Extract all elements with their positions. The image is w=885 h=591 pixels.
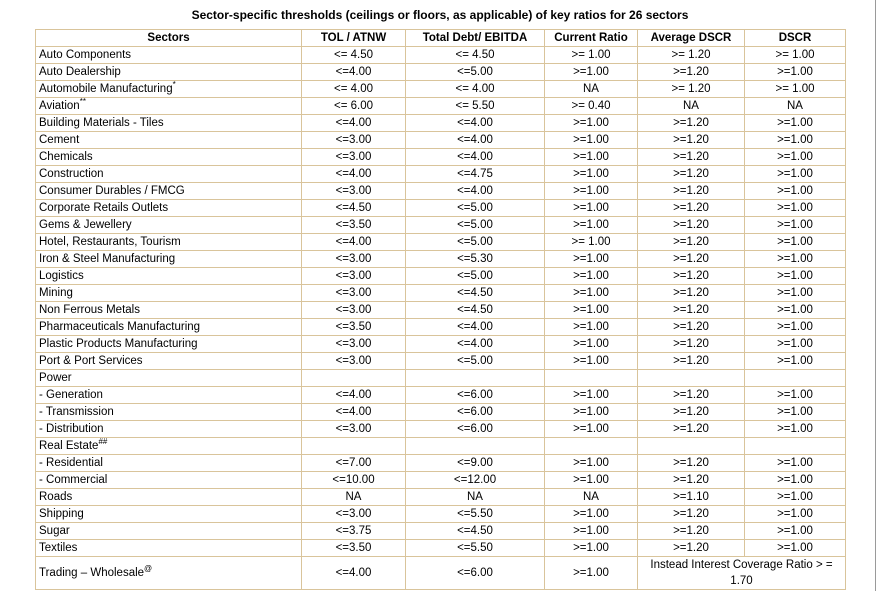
average-dscr-cell: >=1.20 (638, 115, 745, 132)
tol-atnw-cell: <=7.00 (302, 455, 406, 472)
table-row (36, 47, 846, 64)
dscr-cell (745, 370, 846, 387)
sector-name: Consumer Durables / FMCG (39, 185, 185, 197)
average-dscr-cell: >=1.20 (638, 285, 745, 302)
debt-ebitda-cell: <=4.50 (406, 523, 545, 540)
current-ratio-cell: >=1.00 (545, 319, 638, 336)
sector-name: Port & Port Services (39, 355, 143, 367)
sector-name-cell (36, 64, 302, 81)
tol-atnw-cell: <=4.00 (302, 387, 406, 404)
current-ratio-cell: >= 1.00 (545, 47, 638, 64)
dscr-cell: >=1.00 (745, 285, 846, 302)
sector-name: Automobile Manufacturing (39, 83, 173, 95)
dscr-cell: >=1.00 (745, 455, 846, 472)
sector-name: - Generation (39, 389, 103, 401)
table-row (36, 370, 846, 387)
sector-name-cell (36, 489, 302, 506)
dscr-cell: >=1.00 (745, 200, 846, 217)
sector-name-cell (36, 234, 302, 251)
average-dscr-cell: >= 1.20 (638, 47, 745, 64)
sector-name-cell (36, 115, 302, 132)
sector-name-cell (36, 47, 302, 64)
current-ratio-cell: >=1.00 (545, 455, 638, 472)
dscr-cell: >=1.00 (745, 132, 846, 149)
header-average-dscr: Average DSCR (638, 30, 745, 47)
tol-atnw-cell: <=3.00 (302, 251, 406, 268)
sector-name: - Commercial (39, 474, 108, 486)
debt-ebitda-cell: <=5.00 (406, 217, 545, 234)
tol-atnw-cell: <=3.00 (302, 149, 406, 166)
average-dscr-cell: >=1.20 (638, 472, 745, 489)
tol-atnw-cell: <=3.00 (302, 183, 406, 200)
debt-ebitda-cell: <=6.00 (406, 557, 545, 590)
tol-atnw-cell: <=3.00 (302, 353, 406, 370)
tol-atnw-cell: <=4.00 (302, 557, 406, 590)
table-row (36, 115, 846, 132)
dscr-cell: >=1.00 (745, 421, 846, 438)
current-ratio-cell: >=1.00 (545, 132, 638, 149)
dscr-cell: >=1.00 (745, 183, 846, 200)
table-row (36, 183, 846, 200)
footnote-mark: * (172, 80, 176, 90)
debt-ebitda-cell: <=5.50 (406, 506, 545, 523)
dscr-cell: >=1.00 (745, 404, 846, 421)
sector-name: - Distribution (39, 423, 104, 435)
debt-ebitda-cell: <= 5.50 (406, 98, 545, 115)
current-ratio-cell: >=1.00 (545, 200, 638, 217)
dscr-cell: >= 1.00 (745, 81, 846, 98)
table-row (36, 387, 846, 404)
average-dscr-cell: >=1.20 (638, 183, 745, 200)
average-dscr-cell: >=1.20 (638, 251, 745, 268)
debt-ebitda-cell: <=5.00 (406, 268, 545, 285)
average-dscr-cell: >=1.20 (638, 64, 745, 81)
sector-name: Chemicals (39, 151, 93, 163)
table-row (36, 404, 846, 421)
current-ratio-cell: >=1.00 (545, 523, 638, 540)
tol-atnw-cell: <=3.50 (302, 540, 406, 557)
dscr-cell: >=1.00 (745, 234, 846, 251)
sector-name-cell (36, 472, 302, 489)
sector-name-cell (36, 81, 302, 98)
sector-name-cell (36, 319, 302, 336)
debt-ebitda-cell: <=4.75 (406, 166, 545, 183)
current-ratio-cell: >=1.00 (545, 421, 638, 438)
table-row (36, 523, 846, 540)
tol-atnw-cell: <= 4.50 (302, 47, 406, 64)
average-dscr-cell: >=1.10 (638, 489, 745, 506)
sector-name-cell (36, 455, 302, 472)
table-row (36, 64, 846, 81)
table-body (36, 47, 846, 590)
table-row (36, 438, 846, 455)
debt-ebitda-cell: <=5.30 (406, 251, 545, 268)
table-row (36, 251, 846, 268)
debt-ebitda-cell: <=4.00 (406, 149, 545, 166)
debt-ebitda-cell: <=4.00 (406, 132, 545, 149)
tol-atnw-cell: <=4.00 (302, 115, 406, 132)
current-ratio-cell: >=1.00 (545, 268, 638, 285)
table-row (36, 98, 846, 115)
current-ratio-cell: NA (545, 81, 638, 98)
table-row (36, 421, 846, 438)
sector-name: Auto Dealership (39, 66, 121, 78)
sector-name: Power (39, 372, 72, 384)
debt-ebitda-cell: <=5.00 (406, 353, 545, 370)
sector-thresholds-table (35, 29, 846, 590)
sector-name-cell (36, 302, 302, 319)
dscr-cell: >=1.00 (745, 64, 846, 81)
sector-name: Sugar (39, 525, 70, 537)
sector-name-cell (36, 251, 302, 268)
current-ratio-cell: >=1.00 (545, 285, 638, 302)
average-dscr-cell: >=1.20 (638, 506, 745, 523)
sector-name-cell (36, 200, 302, 217)
dscr-cell: >=1.00 (745, 506, 846, 523)
current-ratio-cell: >=1.00 (545, 557, 638, 590)
sector-name: Auto Components (39, 49, 132, 61)
average-dscr-cell: >=1.20 (638, 336, 745, 353)
sector-name-cell (36, 98, 302, 115)
debt-ebitda-cell: <=4.50 (406, 302, 545, 319)
page-edge-divider (875, 0, 876, 591)
dscr-cell: >=1.00 (745, 353, 846, 370)
merged-note-cell: Instead Interest Coverage Ratio > = 1.70 (638, 557, 846, 590)
sector-name: Roads (39, 491, 73, 503)
tol-atnw-cell: <=3.50 (302, 217, 406, 234)
debt-ebitda-cell: <=5.00 (406, 200, 545, 217)
sector-name: Iron & Steel Manufacturing (39, 253, 176, 265)
sector-name: Trading – Wholesale (39, 567, 145, 579)
sector-name-cell (36, 336, 302, 353)
dscr-cell: >= 1.00 (745, 47, 846, 64)
table-row (36, 166, 846, 183)
dscr-cell: >=1.00 (745, 489, 846, 506)
header-tol-atnw: TOL / ATNW (302, 30, 406, 47)
sector-name-cell (36, 353, 302, 370)
tol-atnw-cell (302, 370, 406, 387)
current-ratio-cell (545, 438, 638, 455)
average-dscr-cell: >=1.20 (638, 387, 745, 404)
current-ratio-cell: NA (545, 489, 638, 506)
debt-ebitda-cell: <= 4.00 (406, 81, 545, 98)
tol-atnw-cell: <= 6.00 (302, 98, 406, 115)
tol-atnw-cell: <=3.75 (302, 523, 406, 540)
footnote-mark: ** (79, 97, 86, 107)
debt-ebitda-cell: <=4.00 (406, 319, 545, 336)
sector-name: Shipping (39, 508, 84, 520)
debt-ebitda-cell: <=5.00 (406, 234, 545, 251)
average-dscr-cell: NA (638, 98, 745, 115)
sector-name-cell (36, 438, 302, 455)
table-row (36, 302, 846, 319)
current-ratio-cell: >=1.00 (545, 404, 638, 421)
dscr-cell: >=1.00 (745, 251, 846, 268)
tol-atnw-cell: <=3.00 (302, 285, 406, 302)
debt-ebitda-cell: <=6.00 (406, 404, 545, 421)
debt-ebitda-cell: NA (406, 489, 545, 506)
sector-name-cell (36, 183, 302, 200)
dscr-cell: >=1.00 (745, 268, 846, 285)
current-ratio-cell: >=1.00 (545, 251, 638, 268)
sector-name-cell (36, 557, 302, 590)
average-dscr-cell: >=1.20 (638, 319, 745, 336)
sector-name: Cement (39, 134, 80, 146)
average-dscr-cell: >=1.20 (638, 523, 745, 540)
sector-name-cell (36, 421, 302, 438)
dscr-cell: >=1.00 (745, 166, 846, 183)
current-ratio-cell: >=1.00 (545, 183, 638, 200)
sector-name: Logistics (39, 270, 84, 282)
tol-atnw-cell: <=4.00 (302, 64, 406, 81)
current-ratio-cell: >= 1.00 (545, 234, 638, 251)
tol-atnw-cell (302, 438, 406, 455)
average-dscr-cell: >=1.20 (638, 149, 745, 166)
dscr-cell: >=1.00 (745, 387, 846, 404)
sector-name: Construction (39, 168, 104, 180)
sector-name-cell (36, 268, 302, 285)
table-row (36, 285, 846, 302)
average-dscr-cell: >=1.20 (638, 421, 745, 438)
table-row (36, 132, 846, 149)
average-dscr-cell: >=1.20 (638, 353, 745, 370)
table-row (36, 149, 846, 166)
average-dscr-cell: >= 1.20 (638, 81, 745, 98)
current-ratio-cell: >=1.00 (545, 336, 638, 353)
sector-name: Mining (39, 287, 73, 299)
sector-name-cell (36, 149, 302, 166)
average-dscr-cell (638, 370, 745, 387)
average-dscr-cell: >=1.20 (638, 455, 745, 472)
average-dscr-cell: >=1.20 (638, 217, 745, 234)
table-row (36, 200, 846, 217)
average-dscr-cell: >=1.20 (638, 404, 745, 421)
sector-name: Pharmaceuticals Manufacturing (39, 321, 201, 333)
tol-atnw-cell: <=4.00 (302, 404, 406, 421)
tol-atnw-cell: <= 4.00 (302, 81, 406, 98)
debt-ebitda-cell (406, 438, 545, 455)
average-dscr-cell: >=1.20 (638, 234, 745, 251)
tol-atnw-cell: <=3.00 (302, 132, 406, 149)
current-ratio-cell: >=1.00 (545, 302, 638, 319)
tol-atnw-cell: <=3.00 (302, 506, 406, 523)
average-dscr-cell: >=1.20 (638, 200, 745, 217)
tol-atnw-cell: <=4.00 (302, 166, 406, 183)
footnote-mark: ## (98, 437, 108, 447)
tol-atnw-cell: <=3.50 (302, 319, 406, 336)
tol-atnw-cell: <=3.00 (302, 302, 406, 319)
debt-ebitda-cell: <=12.00 (406, 472, 545, 489)
table-row (36, 81, 846, 98)
sector-name-cell (36, 370, 302, 387)
current-ratio-cell: >=1.00 (545, 387, 638, 404)
tol-atnw-cell: <=4.50 (302, 200, 406, 217)
dscr-cell: >=1.00 (745, 523, 846, 540)
dscr-cell: >=1.00 (745, 115, 846, 132)
average-dscr-cell: >=1.20 (638, 540, 745, 557)
dscr-cell: >=1.00 (745, 336, 846, 353)
debt-ebitda-cell: <=4.50 (406, 285, 545, 302)
sector-name: Corporate Retails Outlets (39, 202, 169, 214)
average-dscr-cell: >=1.20 (638, 166, 745, 183)
sector-name: - Transmission (39, 406, 114, 418)
tol-atnw-cell: <=10.00 (302, 472, 406, 489)
table-row (36, 268, 846, 285)
table-row (36, 540, 846, 557)
table-row (36, 336, 846, 353)
current-ratio-cell: >=1.00 (545, 353, 638, 370)
header-current-ratio: Current Ratio (545, 30, 638, 47)
table-row (36, 353, 846, 370)
table-row (36, 489, 846, 506)
current-ratio-cell: >=1.00 (545, 149, 638, 166)
dscr-cell (745, 438, 846, 455)
sector-name: Textiles (39, 542, 78, 554)
table-row (36, 234, 846, 251)
sector-name-cell (36, 404, 302, 421)
debt-ebitda-cell: <=4.00 (406, 336, 545, 353)
sector-name-cell (36, 285, 302, 302)
sector-name-cell (36, 523, 302, 540)
current-ratio-cell: >=1.00 (545, 64, 638, 81)
footnote-mark: @ (144, 564, 153, 574)
table-row (36, 506, 846, 523)
sector-name: Plastic Products Manufacturing (39, 338, 198, 350)
current-ratio-cell: >=1.00 (545, 166, 638, 183)
sector-name: - Residential (39, 457, 103, 469)
current-ratio-cell (545, 370, 638, 387)
table-header-row (36, 30, 846, 47)
debt-ebitda-cell: <=5.50 (406, 540, 545, 557)
sector-name: Gems & Jewellery (39, 219, 132, 231)
debt-ebitda-cell: <=6.00 (406, 421, 545, 438)
debt-ebitda-cell: <=4.00 (406, 115, 545, 132)
sector-name: Hotel, Restaurants, Tourism (39, 236, 181, 248)
sector-name-cell (36, 132, 302, 149)
dscr-cell: >=1.00 (745, 540, 846, 557)
current-ratio-cell: >=1.00 (545, 540, 638, 557)
sector-name: Non Ferrous Metals (39, 304, 140, 316)
debt-ebitda-cell: <= 4.50 (406, 47, 545, 64)
average-dscr-cell: >=1.20 (638, 132, 745, 149)
sector-name-cell (36, 540, 302, 557)
header-dscr: DSCR (745, 30, 846, 47)
dscr-cell: >=1.00 (745, 472, 846, 489)
average-dscr-cell (638, 438, 745, 455)
dscr-cell: >=1.00 (745, 149, 846, 166)
sector-name-cell (36, 387, 302, 404)
header-sectors: Sectors (36, 30, 302, 47)
debt-ebitda-cell: <=6.00 (406, 387, 545, 404)
dscr-cell: NA (745, 98, 846, 115)
tol-atnw-cell: <=3.00 (302, 268, 406, 285)
current-ratio-cell: >=1.00 (545, 115, 638, 132)
sector-name: Aviation (39, 100, 80, 112)
sector-name: Building Materials - Tiles (39, 117, 164, 129)
debt-ebitda-cell: <=9.00 (406, 455, 545, 472)
table-row (36, 557, 846, 590)
table-row (36, 455, 846, 472)
table-caption: Sector-specific thresholds (ceilings or floors, as applicable) of key ratios for 26 sectors (191, 8, 689, 22)
tol-atnw-cell: NA (302, 489, 406, 506)
tol-atnw-cell: <=4.00 (302, 234, 406, 251)
debt-ebitda-cell: <=4.00 (406, 183, 545, 200)
header-total-debt-ebitda: Total Debt/ EBITDA (406, 30, 545, 47)
current-ratio-cell: >=1.00 (545, 472, 638, 489)
dscr-cell: >=1.00 (745, 217, 846, 234)
table-row (36, 319, 846, 336)
sector-name: Real Estate (39, 440, 99, 452)
current-ratio-cell: >= 0.40 (545, 98, 638, 115)
current-ratio-cell: >=1.00 (545, 217, 638, 234)
tol-atnw-cell: <=3.00 (302, 336, 406, 353)
average-dscr-cell: >=1.20 (638, 268, 745, 285)
tol-atnw-cell: <=3.00 (302, 421, 406, 438)
sector-name-cell (36, 166, 302, 183)
table-row (36, 217, 846, 234)
debt-ebitda-cell: <=5.00 (406, 64, 545, 81)
table-row (36, 472, 846, 489)
sector-name-cell (36, 506, 302, 523)
sector-name-cell (36, 217, 302, 234)
dscr-cell: >=1.00 (745, 319, 846, 336)
current-ratio-cell: >=1.00 (545, 506, 638, 523)
average-dscr-cell: >=1.20 (638, 302, 745, 319)
dscr-cell: >=1.00 (745, 302, 846, 319)
debt-ebitda-cell (406, 370, 545, 387)
